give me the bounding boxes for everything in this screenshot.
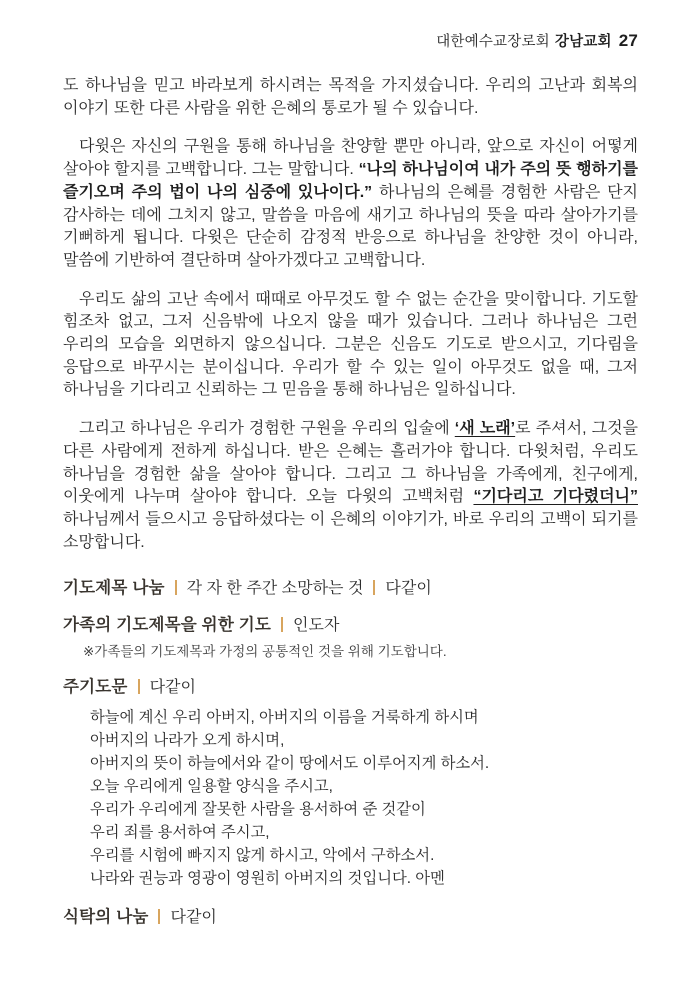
lords-prayer-block	[90, 706, 638, 890]
paragraph-text: 하나님의 은혜를 경험한 사람은 단지 감사하는 데에 그치지 않고, 말씀을 마음에 새기고 하나님의 뜻을 따라 살아가기를 기뻐하게 됩니다. 다윗은 단순히 감정적 반응으로 하나님을 찬양한 것이 아니라, 말씀에 기반하여 결단하며 살아가겠다고 고백합니다.	[63, 183, 638, 269]
waited-quote: “기다리고 기다렸더니”	[473, 488, 638, 506]
section-table-sharing	[63, 903, 638, 927]
separator-bar	[158, 909, 160, 924]
page-number: 27	[618, 31, 638, 50]
lords-prayer-line: 우리 죄를 용서하여 주시고,	[90, 824, 270, 842]
section-detail: 각 자 한 주간 소망하는 것	[186, 580, 364, 598]
scripture-quote-bold: “나의 하나님이여 내가 주의 뜻 행하기를 즐기오며 주의 법이 나의 심중에 있나이다.”	[63, 161, 638, 201]
lords-prayer-line: 우리가 우리에게 잘못한 사람을 용서하여 준 것같이	[90, 801, 426, 819]
section-leader: 다같이	[149, 679, 196, 697]
section-family-prayer	[63, 611, 638, 635]
paragraph-4	[63, 418, 638, 554]
paragraph-text: 우리도 삶의 고난 속에서 때때로 아무것도 할 수 없는 순간을 맞이합니다. 기도할 힘조차 없고, 그저 신음밖에 나오지 않을 때가 있습니다. 그러나 하나님은 그런 우리의 모습을 외면하지 않으십니다. 그분은 신음도 기도로 받으시고, 기다림을 응답으로 바꾸시는 분이십니다. 우리가 할 수 있는 일이 아무것도 없을 때, 그저 하나님을 기다리고 신뢰하는 그 믿음을 통해 하나님은 일하십니다.	[63, 290, 638, 399]
paragraph-text: 도 하나님을 믿고 바라보게 하시려는 목적을 가지셨습니다. 우리의 고난과 회복의 이야기 또한 다른 사람을 위한 은혜의 통로가 될 수 있습니다.	[63, 77, 638, 117]
lords-prayer-line: 아버지의 나라가 오게 하시며,	[90, 732, 285, 750]
section-leader: 인도자	[293, 617, 340, 635]
section-leader: 다같이	[170, 909, 217, 927]
section-title: 주기도문	[63, 678, 128, 697]
separator-bar	[373, 580, 375, 595]
church-name: 강남교회	[554, 34, 612, 50]
paragraph-text: 그리고 하나님은 우리가 경험한 구원을 우리의 입술에	[79, 420, 455, 438]
lords-prayer-line: 오늘 우리에게 일용할 양식을 주시고,	[90, 778, 333, 796]
section-title: 가족의 기도제목을 위한 기도	[63, 616, 272, 635]
family-prayer-note: ※가족들의 기도제목과 가정의 공통적인 것을 위해 기도합니다.	[83, 644, 447, 660]
lords-prayer-line: 하늘에 계신 우리 아버지, 아버지의 이름을 거룩하게 하시며	[90, 709, 479, 727]
separator-bar	[138, 679, 140, 694]
new-song-quote: ‘새 노래’	[454, 420, 516, 438]
section-leader: 다같이	[385, 580, 432, 598]
page-header	[63, 30, 638, 51]
paragraph-text: 다윗은 자신의 구원을 통해 하나님을 찬양할 뿐만 아니라, 앞으로 자신이 어떻게 살아야 할지를 고백합니다. 그는 말합니다.	[63, 138, 638, 179]
section-lords-prayer	[63, 673, 638, 697]
lords-prayer-line: 나라와 권능과 영광이 영원히 아버지의 것입니다. 아멘	[90, 870, 445, 888]
paragraph-2	[63, 136, 638, 272]
lords-prayer-line: 아버지의 뜻이 하늘에서와 같이 땅에서도 이루어지게 하소서.	[90, 755, 490, 773]
separator-bar	[281, 617, 283, 632]
paragraph-1	[63, 75, 638, 120]
section-prayer-sharing	[63, 574, 638, 598]
paragraph-text: 로 주셔서, 그것을 다른 사람에게 전하게 하십니다. 받은 은혜는 흘러가야 합니다. 다윗처럼, 우리도 하나님을 경험한 삶을 살아야 합니다. 그리고 그 하나님을 가족에게, 친구에게, 이웃에게 나누며 살아야 합니다. 오늘 다윗의 고백처럼	[63, 420, 638, 506]
paragraph-text: 하나님께서 들으시고 응답하셨다는 이 은혜의 이야기가, 바로 우리의 고백이 되기를 소망합니다.	[63, 510, 638, 551]
denomination-label: 대한예수교장로회	[436, 34, 550, 50]
separator-bar	[175, 580, 177, 595]
lords-prayer-line: 우리를 시험에 빠지지 않게 하시고, 악에서 구하소서.	[90, 847, 435, 865]
section-title: 식탁의 나눔	[63, 908, 149, 927]
paragraph-3	[63, 289, 638, 403]
section-title: 기도제목 나눔	[63, 579, 165, 598]
